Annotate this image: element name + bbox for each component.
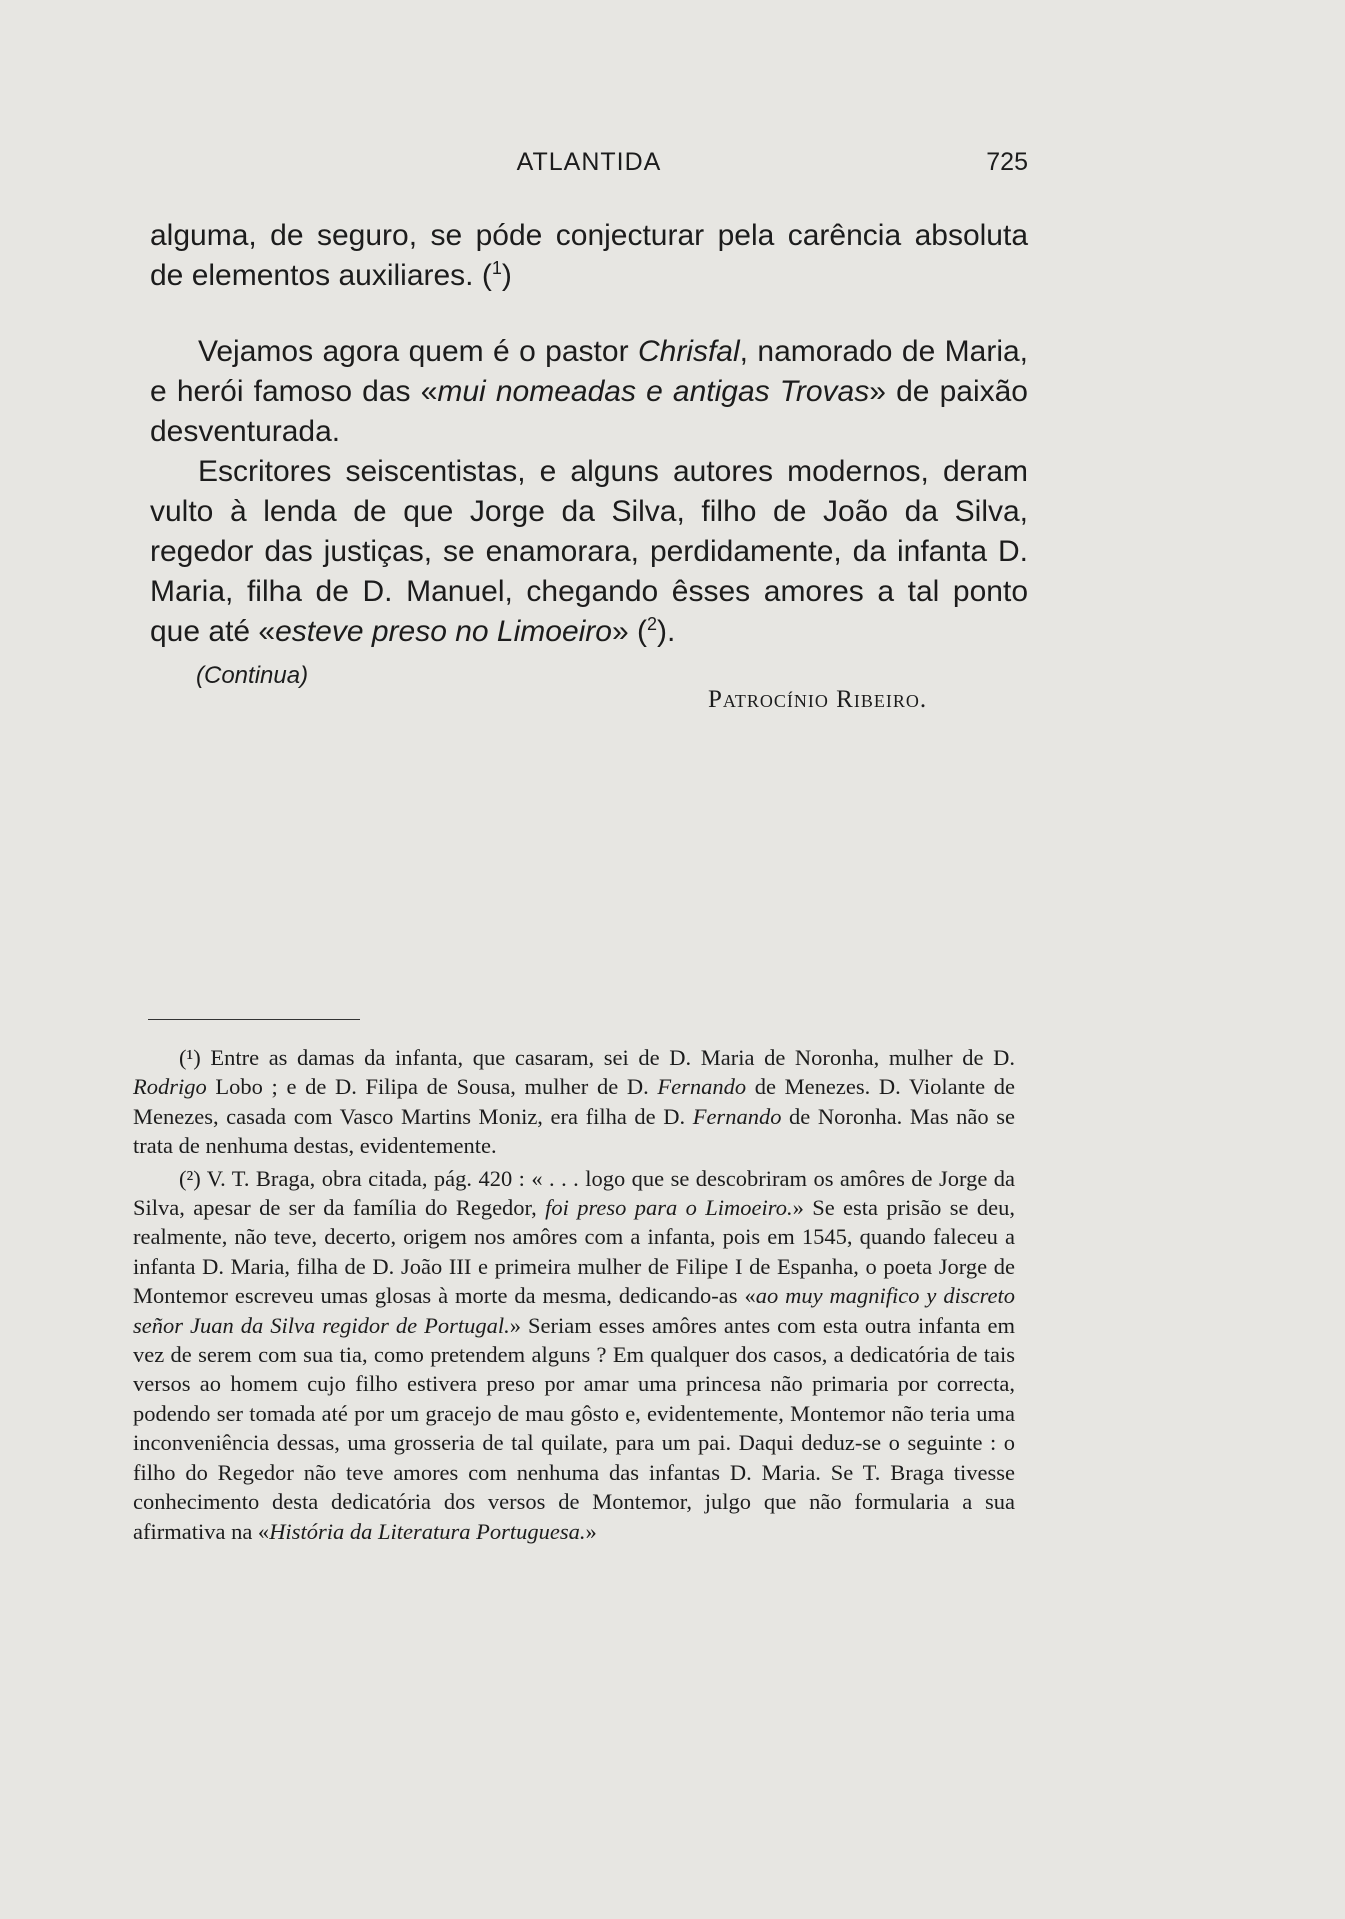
footnote-2-marker: (²) — [179, 1165, 201, 1191]
page-header — [150, 148, 1028, 188]
continua-note: (Continua) — [196, 662, 309, 689]
footnote-2-i3: História da Literatura Portuguesa. — [269, 1518, 586, 1544]
page-number: 725 — [986, 148, 1028, 176]
paragraph-2-b: , namorado de Maria, e herói famoso das « — [150, 335, 1029, 408]
name-chrisfal: Chrisfal — [637, 335, 740, 368]
footnote-2-c: » Seriam esses amôres antes com esta outra infanta em vez de serem com sua tia, como pretendem alguns ? Em qualquer dos casos, a dedicatória de tais versos ao homem cujo filho estivera preso por amar uma princesa não primaria por correcta, podendo ser tomada até por um gracejo de mau gôsto e, evidentemente, Montemor não teria uma inconveniência dessas, uma grosseria de tal quilate, para um pai. Daqui deduz-se o seguinte : o filho do Regedor não teve amores com nenhuma das infantas D. Maria. Se T. Braga tivesse conhecimento desta dedicatória dos versos de Montemor, julgo que não formularia a sua afirmativa na « — [133, 1312, 1015, 1544]
footnote-1-marker: (¹) — [179, 1045, 201, 1070]
trovas-title: mui nomeadas e antigas Trovas — [437, 375, 870, 408]
footnote-1-d: de Noronha. Mas não se trata de nenhuma destas, evidentemente. — [133, 1103, 1015, 1159]
paragraph-3-b: » ( — [611, 615, 647, 648]
limoeiro-quote: esteve preso no Limoeiro — [275, 615, 612, 648]
footnote-2-b: » Se esta prisão se deu, realmente, não teve, decerto, origem nos amôres com a infanta, pois em 1545, quando faleceu a infanta D. Maria, filha de D. João III e primeira mulher de Filipe I de Espanha, o poeta Jorge de Montemor escreveu umas glosas à morte da mesma, dedicando-as « — [133, 1195, 1015, 1309]
footnote-1-i1: Rodrigo — [133, 1074, 207, 1100]
footnote-separator — [148, 1019, 360, 1020]
running-title: ATLANTIDA — [516, 148, 662, 176]
footnote-ref-1: 1 — [491, 258, 502, 278]
footnote-ref-2: 2 — [647, 614, 658, 634]
paragraph-3-a: Escritores seiscentistas, e alguns autores modernos, deram vulto à lenda de que Jorge da Silva, filho de João da Silva, regedor das justiças, se enamorara, perdidamente, da infanta D. Maria, filha de D. Manuel, chegando êsses amores a tal ponto que até « — [150, 455, 1028, 648]
footnote-2-d: » — [585, 1518, 597, 1544]
footnote-1-c: de Menezes. D. Violante de Menezes, casada com Vasco Martins Moniz, era filha de D. — [133, 1074, 1015, 1129]
paragraph-1-text: alguma, de seguro, se póde conjecturar pela carência absoluta de elementos auxiliares. ( — [150, 219, 1028, 292]
paragraph-2-c: » de paixão desventurada. — [150, 375, 1028, 448]
footnotes — [133, 1043, 1015, 1546]
paragraph-3-c: ). — [657, 615, 676, 648]
footnote-1-a: Entre as damas da infanta, que casaram, sei de D. Maria de Noronha, mulher de D. — [200, 1045, 1015, 1070]
paragraph-2 — [150, 332, 1028, 452]
paragraph-1 — [150, 216, 1028, 296]
footnote-2-i1: foi preso para o Limoeiro. — [545, 1195, 793, 1221]
footnote-2-a: V. T. Braga, obra citada, pág. 420 : « . . . logo que se descobriram os amôres de Jorge da Silva, apesar de ser da família do Regedor, — [133, 1165, 1015, 1221]
footnote-1 — [133, 1043, 1015, 1161]
footnote-1-i3: Fernando — [692, 1103, 782, 1129]
footnote-1-i2: Fernando — [657, 1074, 747, 1100]
paren-close: ) — [501, 259, 512, 292]
footnote-2-i2: ao muy magnifico y discreto señor Juan da Silva regidor de Portugal. — [133, 1283, 1015, 1338]
author-signature: Patrocínio Ribeiro. — [708, 686, 928, 713]
paragraph-3 — [150, 452, 1028, 652]
body-text — [150, 216, 1028, 652]
footnote-2 — [133, 1164, 1015, 1546]
footnote-1-b: Lobo ; e de D. Filipa de Sousa, mulher de D. — [206, 1074, 658, 1100]
paragraph-2-a: Vejamos agora quem é o pastor — [198, 335, 638, 368]
